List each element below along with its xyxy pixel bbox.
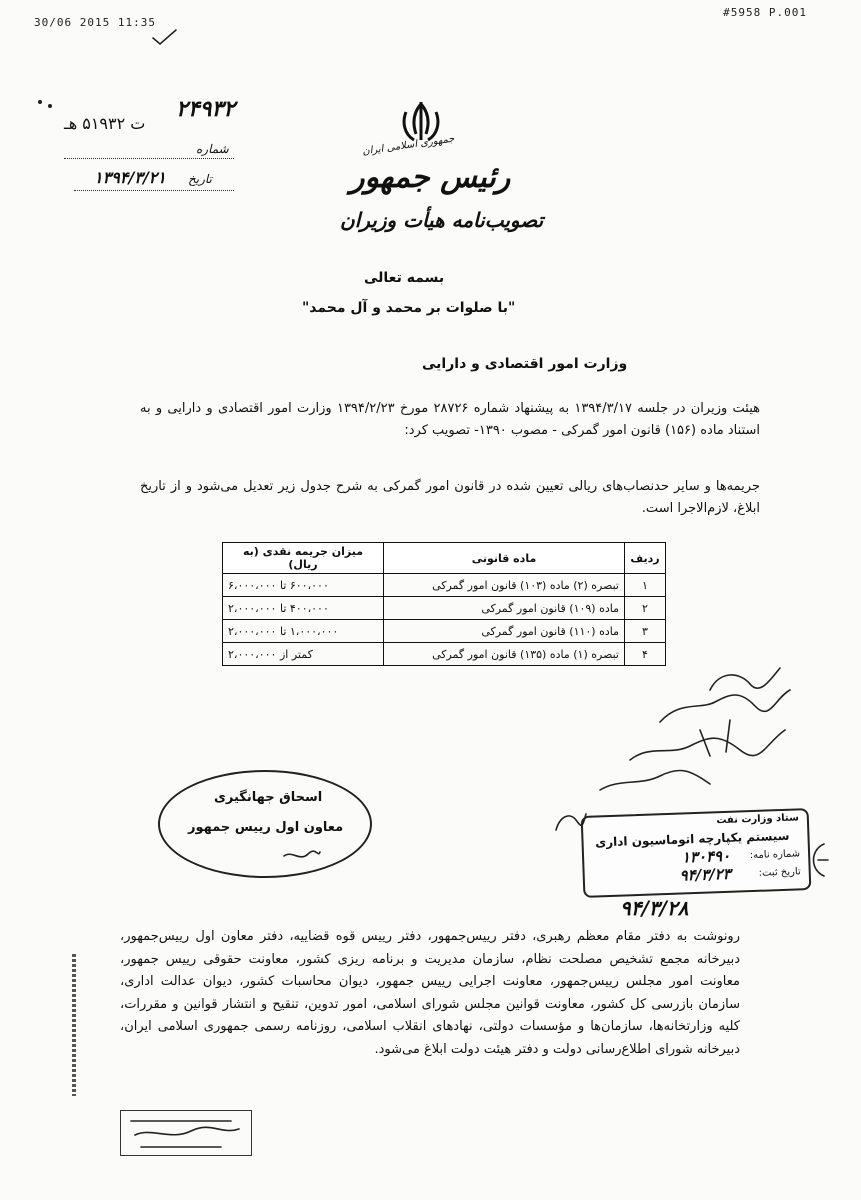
resolution-title: تصویب‌نامه هیأت وزیران	[340, 208, 544, 232]
table-row	[223, 574, 666, 597]
bottom-stamp-scribble-icon	[121, 1111, 251, 1155]
fine-amount: ۶۰۰،۰۰۰ تا ۶،۰۰۰،۰۰۰	[223, 574, 384, 597]
stamp-date-label: تاریخ ثبت:	[758, 866, 801, 879]
doc-number-handwritten: ۲۴۹۳۲	[176, 96, 236, 122]
stamp-system-line: سیستم یکپارچه اتوماسیون اداری	[595, 828, 790, 850]
stamp-date-value: ۹۴/۳/۲۳	[679, 864, 732, 885]
table-header-row	[223, 543, 666, 574]
body-paragraph-1: هیئت وزیران در جلسه ۱۳۹۴/۳/۱۷ به پیشنهاد شماره ۲۸۷۲۶ مورخ ۱۳۹۴/۲/۲۳ وزارت امور اقتصادی و دارایی و به استناد ماده (۱۵۶) قانون امور گمرکی - مصوب ۱۳۹۰- تصویب کرد:	[140, 401, 760, 438]
legal-article: ماده (۱۰۹) قانون امور گمرکی	[384, 597, 625, 620]
doc-date-handwritten: ۱۳۹۴/۳/۲۱	[94, 168, 166, 187]
header-row-number: ردیف	[625, 543, 666, 574]
fine-amount: کمتر از ۲،۰۰۰،۰۰۰	[223, 643, 384, 666]
stamp-org-line: ستاد وزارت نفت	[716, 812, 800, 827]
stamp-margin-scribble-icon	[550, 800, 590, 840]
handwritten-annotation-icon	[540, 660, 800, 810]
fax-page-ref: #5958 P.001	[723, 6, 807, 19]
row-number: ۱	[625, 574, 666, 597]
doc-date-caption: تاریخ	[188, 172, 212, 186]
recipient-heading: وزارت امور اقتصادی و دارایی	[422, 356, 628, 372]
fine-amount: ۴۰۰،۰۰۰ تا ۲،۰۰۰،۰۰۰	[223, 597, 384, 620]
row-number: ۴	[625, 643, 666, 666]
header-fine-amount: میزان جریمه نقدی (به ریال)	[223, 543, 384, 574]
table-row	[223, 620, 666, 643]
row-number: ۳	[625, 620, 666, 643]
stamp-number-value: ۱۳۰۴۹۰	[681, 846, 731, 867]
doc-number-underline	[64, 158, 234, 159]
handwritten-date-note: ۹۴/۳/۲۸	[620, 896, 689, 920]
doc-number-caption: شماره	[196, 142, 229, 156]
presidency-title: رئیس جمهور	[350, 160, 511, 195]
fines-table	[222, 542, 666, 666]
fax-datetime: 30/06 2015 11:35	[34, 16, 156, 29]
doc-meta-block	[64, 96, 244, 196]
republic-label: جمهوری اسلامی ایران	[361, 133, 456, 158]
basmala-line: بسمه تعالی	[364, 270, 445, 286]
bottom-stamp-box	[120, 1110, 252, 1156]
distribution-list: رونوشت به دفتر مقام معظم رهبری، دفتر رییس‌جمهور، دفتر رییس قوه قضاییه، دفتر معاون اول رییس‌جمهور، دبیرخانه مجمع تشخیص مصلحت نظام، سازمان مدیریت و برنامه ریزی کشور، معاونت حقوقی رییس جمهور، معاونت امور مجلس رییس‌جمهور، معاونت اجرایی رییس جمهور، دیوان محاسبات کشور، دیوان عدالت اداری، سازمان بازرسی کل کشور، معاونت قوانین مجلس شورای اسلامی، امور تدوین، تنقیح و انتشار قوانین و مقررات، کلیه وزارتخانه‌ها، سازمان‌ها و مؤسسات دولتی، نهادهای انقلاب اسلامی، روزنامه رسمی جمهوری اسلامی ایران، دبیرخانه شورای اطلاع‌رسانی دولت و دفتر هیئت دولت ابلاغ می‌شود.	[120, 929, 740, 1057]
legal-article: تبصره (۲) ماده (۱۰۳) قانون امور گمرکی	[384, 574, 625, 597]
doc-number-label: ت ۵۱۹۳۲ هـ	[64, 114, 146, 133]
signatory-name: اسحاق جهانگیری	[214, 790, 323, 805]
fine-amount: ۱،۰۰۰،۰۰۰ تا ۲،۰۰۰،۰۰۰	[223, 620, 384, 643]
signatory-title: معاون اول رییس جمهور	[188, 820, 344, 835]
legal-article: تبصره (۱) ماده (۱۳۵) قانون امور گمرکی	[384, 643, 625, 666]
legal-article: ماده (۱۱۰) قانون امور گمرکی	[384, 620, 625, 643]
doc-date-underline	[74, 190, 234, 191]
check-mark-icon	[150, 28, 180, 48]
signature-scribble-icon	[282, 848, 322, 864]
header-legal-article: ماده قانونی	[384, 543, 625, 574]
table-row	[223, 597, 666, 620]
salavat-line: "با صلوات بر محمد و آل محمد"	[302, 300, 516, 316]
vertical-margin-text-icon	[68, 950, 80, 1100]
body-paragraph-2: جریمه‌ها و سایر حدنصاب‌های ریالی تعیین شده در قانون امور گمرکی به شرح جدول زیر تعدیل می‌شود و از تاریخ ابلاغ، لازم‌الاجرا است.	[140, 479, 760, 516]
stamp-number-label: شماره نامه:	[749, 848, 801, 862]
row-number: ۲	[625, 597, 666, 620]
stamp-bracket-scribble-icon	[804, 840, 834, 880]
receipt-stamp	[581, 808, 812, 898]
